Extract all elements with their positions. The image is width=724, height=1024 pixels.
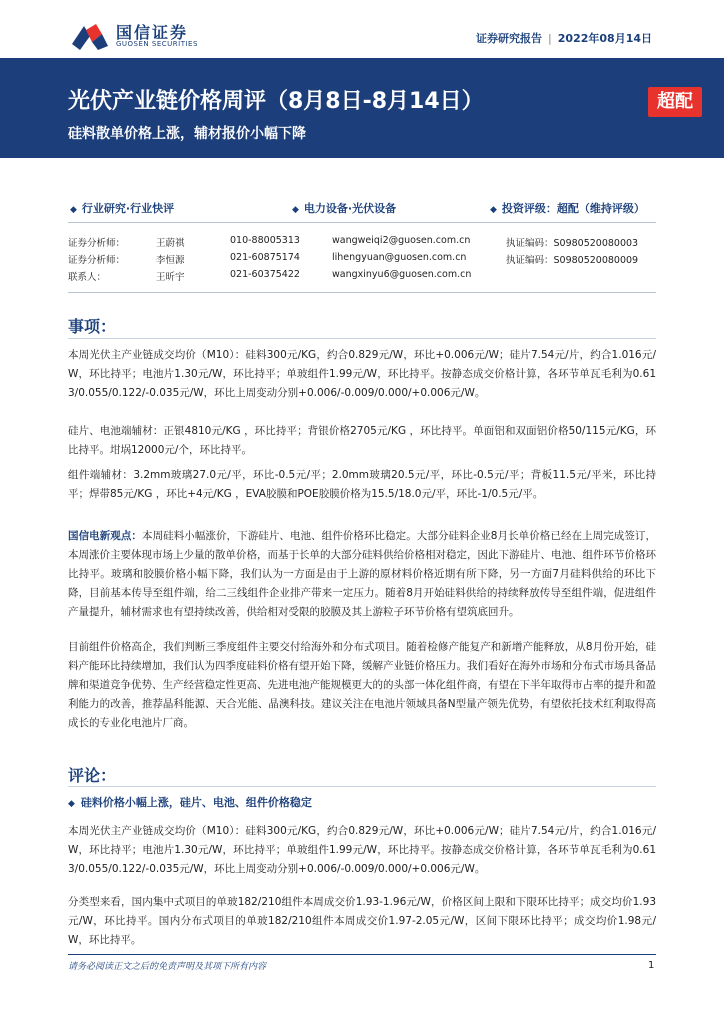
report-date: 2022年08月14日 [557,32,652,45]
section-heading-events: 事项： [68,317,117,336]
logo-chinese-name: 国信证券 [116,23,189,42]
events-paragraph-3: 组件端辅材：3.2mm玻璃27.0元/平，环比-0.5元/平；2.0mm玻璃20.5元/平，环比-0.5元/平；背板11.5元/平米，环比持平；焊带85元/KG ，环比+4元/KG ，EVA胶膜和POE胶膜价格为15.5/18.0元/平，环比-1/0.5元/平。 [68,469,656,500]
events-paragraph-1: 本周光伏主产业链成交均价（M10）：硅料300元/KG，约合0.829元/W，环比+0.006元/W；硅片7.54元/片，约合1.016元/W，环比持平；电池片1.30元/W，环比持平；单玻组件1.99元/W，环比持平。按静态成交价格计算，各环节单瓦毛利为0.613/0.055/0.122/-0.035元/W，环比上周变动分别+0.006/-0.009/0.000/+0.006元/W。 [68,349,656,399]
footer-divider [68,954,656,955]
category-sector: ◆ 电力设备·光伏设备 [292,202,397,215]
viewpoint-label: 国信电新观点： [68,530,142,542]
report-meta: 证券研究报告 | 2022年08月14日 [476,32,652,45]
divider [68,222,656,223]
page-number: 1 [648,960,655,971]
diamond-icon: ◆ [490,205,497,215]
analyst-phone: 010-88005313 [230,235,300,246]
comments-paragraph-1: 本周光伏主产业链成交均价（M10）：硅料300元/KG，约合0.829元/W，环比+0.006元/W；硅片7.54元/片，约合1.016元/W，环比持平；电池片1.30元/W，环比持平；单玻组件1.99元/W，环比持平。按静态成交价格计算，各环节单瓦毛利为0.613/0.055/0.122/-0.035元/W，环比上周变动分别+0.006/-0.009/0.000/+0.006元/W。 [68,825,656,875]
comments-bullet: ◆ 硅料价格小幅上涨，硅片、电池、组件价格稳定 [68,796,312,809]
analyst-email[interactable]: wangxinyu6@guosen.com.cn [332,269,472,280]
analyst-phone: 021-60375422 [230,269,300,280]
report-type: 证券研究报告 [476,32,543,45]
report-subtitle: 硅料散单价格上涨，辅材报价小幅下降 [68,126,306,142]
category-rating: ◆ 投资评级：超配（维持评级） [490,202,645,215]
analyst-name: 王昕宇 [156,272,185,283]
events-paragraph-2: 硅片、电池端辅材：正银4810元/KG ，环比持平；背银价格2705元/KG ，环比持平。单面铝和双面铝价格50/115元/KG，环比持平。坩埚12000元/个，环比持平。 [68,425,656,456]
guosen-logo-icon [70,22,110,52]
diamond-icon: ◆ [70,205,77,215]
comments-paragraph-2: 分类型来看，国内集中式项目的单玻182/210组件本周成交价1.93-1.96元/W，价格区间上限和下限环比持平；成交均价1.93元/W，环比持平。国内分布式项目的单玻182/210组件本周成交价1.97-2.05元/W，区间下限环比持平；成交均价1.98元/W，环比持平。 [68,896,656,946]
analyst-phone: 021-60875174 [230,252,300,263]
divider [68,292,656,293]
events-paragraph-5: 目前组件价格高企，我们判断三季度组件主要交付给海外和分布式项目。随着检修产能复产和新增产能释放，从8月份开始，硅料产能环比持续增加，我们认为四季度硅料价格有望开始下降，缓解产业链价格压力。我们看好在海外市场和分布式市场具备品牌和渠道竞争优势、生产经营稳定性更高、先进电池产能规模更大的的头部一体化组件商，有望在下半年取得市占率的提升和盈利能力的改善，推荐晶科能源、天合光能、晶澳科技。建议关注在电池片领域具备N型量产领先优势，有望依托技术红利取得高成长的专业化电池片厂商。 [68,641,656,729]
footer-disclaimer: 请务必阅读正文之后的免责声明及其项下所有内容 [68,962,267,972]
analyst-code: 执证编码：S0980520080009 [506,255,639,266]
analyst-email[interactable]: wangweiqi2@guosen.com.cn [332,235,471,246]
section-divider [68,338,656,339]
section-heading-comments: 评论： [68,766,117,785]
logo-english-name: GUOSEN SECURITIES [116,40,198,48]
report-title: 光伏产业链价格周评（8月8日-8月14日） [68,89,484,114]
rating-badge: 超配 [648,87,702,117]
category-industry: ◆ 行业研究·行业快评 [70,202,175,215]
events-paragraph-4: 国信电新观点：本周硅料小幅涨价，下游硅片、电池、组件价格环比稳定。大部分硅料企业8月长单价格已经在上周完成签订，本周涨价主要体现市场上少量的散单价格，而基于长单的大部分硅料供给价格相对稳定，因此下游硅片、电池、组件环节价格环比持平。玻璃和胶膜价格小幅下降，我们认为一方面是由于上游的原材料价格近期有所下降，另一方面7月硅料供给的环比下降，目前基本传导至组件端，给二三线组件企业排产带来一定压力。随着8月开始硅料供给的持续释放传导至组件端，促进组件产量提升，辅材需求也有望持续改善，供给相对受限的胶膜及其上游粒子环节价格有望筑底回升。 [68,530,657,618]
section-divider [68,786,656,787]
analyst-email[interactable]: lihengyuan@guosen.com.cn [332,252,467,263]
analyst-name: 王蔚祺 [156,238,185,249]
diamond-icon: ◆ [292,205,299,215]
analyst-code: 执证编码：S0980520080003 [506,238,639,249]
diamond-icon: ◆ [68,799,75,809]
analyst-name: 李恒源 [156,255,185,266]
